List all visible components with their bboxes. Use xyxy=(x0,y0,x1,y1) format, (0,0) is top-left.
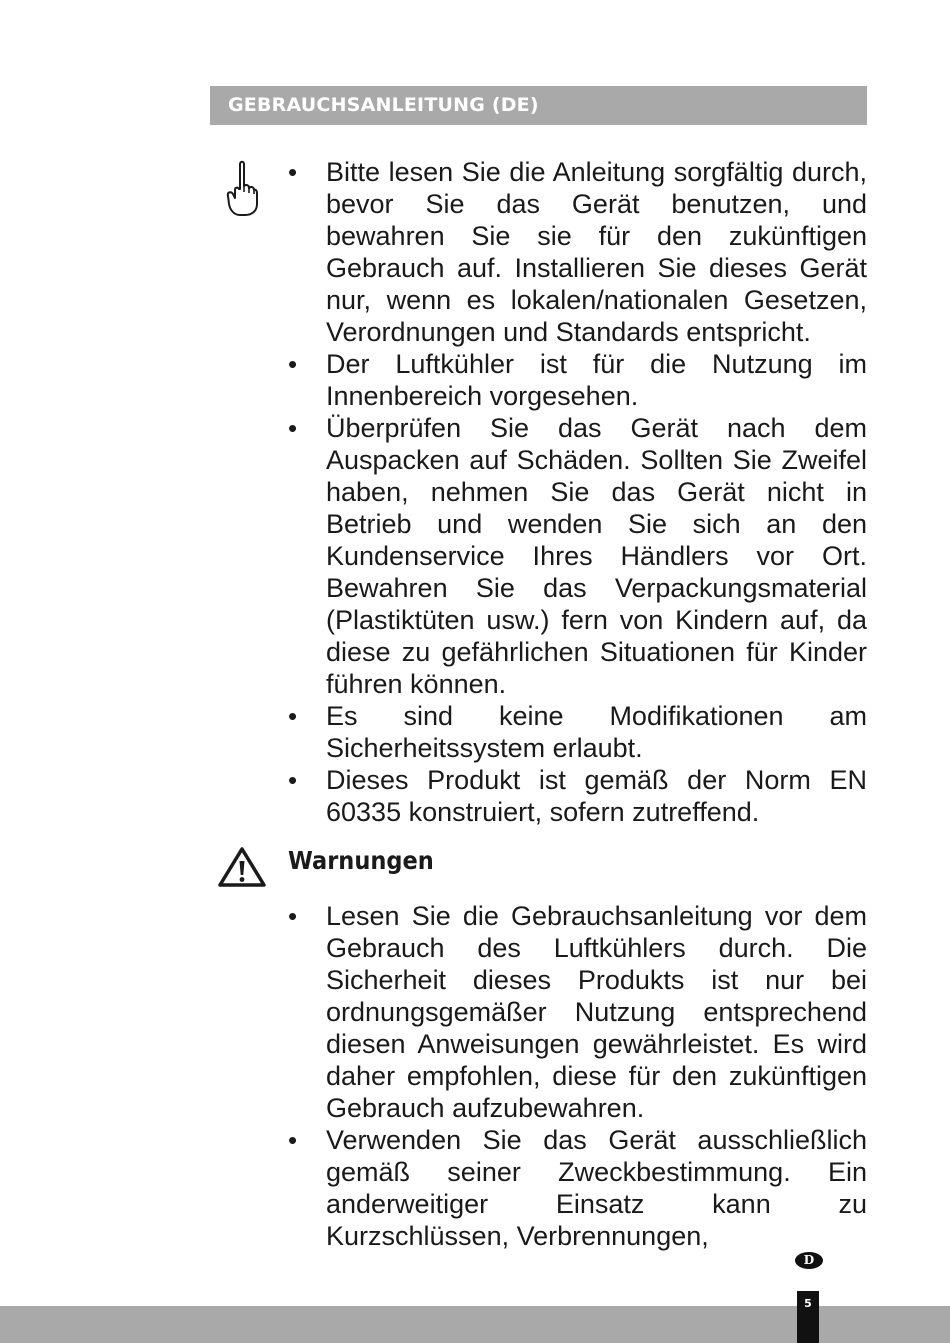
bullet-icon: • xyxy=(288,413,298,443)
bullet-icon: • xyxy=(288,157,298,187)
warnings-heading: Warnungen xyxy=(288,846,434,875)
list-item: • Lesen Sie die Gebrauchsanleitung vor dem Gebrauch des Luftkühlers durch. Die Sicherheit dieses Produkts ist nur bei ordnungsgemäßer Nutzung entsprechend diesen Anweisungen gewährleistet. Es wird daher empfohlen, diese für den zukünftigen Gebrauch aufzubewahren. xyxy=(288,901,867,1123)
list-item: • Der Luftkühler ist für die Nutzung im Innenbereich vorgesehen. xyxy=(288,349,867,411)
bullet-icon: • xyxy=(288,901,298,931)
warning-triangle-icon xyxy=(217,846,267,888)
page-number: 5 xyxy=(797,1291,819,1343)
list-item: • Es sind keine Modifikationen am Sicherheitssystem erlaubt. xyxy=(288,701,867,763)
list-item: • Dieses Produkt ist gemäß der Norm EN 60335 konstruiert, sofern zutreffend. xyxy=(288,765,867,827)
list-item: • Überprüfen Sie das Gerät nach dem Auspacken auf Schäden. Sollten Sie Zweifel haben, nehmen Sie das Gerät nicht in Betrieb und wenden Sie sich an den Kundenservice Ihres Händlers vor Ort. Bewahren Sie das Verpackungsmaterial (Plastiktüten usw.) fern von Kindern auf, da diese zu gefährlichen Situationen für Kinder führen können. xyxy=(288,413,867,699)
list-item: • Verwenden Sie das Gerät ausschließlich gemäß seiner Zweckbestimmung. Ein anderweitiger Einsatz kann zu Kurzschlüssen, Verbrennungen, xyxy=(288,1125,867,1251)
bullet-icon: • xyxy=(288,1125,298,1155)
language-badge: D xyxy=(795,1252,823,1269)
section-header: GEBRAUCHSANLEITUNG (DE) xyxy=(210,86,867,125)
bullet-icon: • xyxy=(288,701,298,731)
bullet-icon: • xyxy=(288,765,298,795)
notes-list xyxy=(210,156,867,828)
bullet-icon: • xyxy=(288,349,298,379)
list-item: • Bitte lesen Sie die Anleitung sorgfältig durch, bevor Sie das Gerät benutzen, und bewahren Sie sie für den zukünftigen Gebrauch auf. Installieren Sie dieses Gerät nur, wenn es lokalen/nationalen Gesetzen, Verordnungen und Standards entspricht. xyxy=(288,157,867,347)
warnings-list xyxy=(210,900,867,1252)
